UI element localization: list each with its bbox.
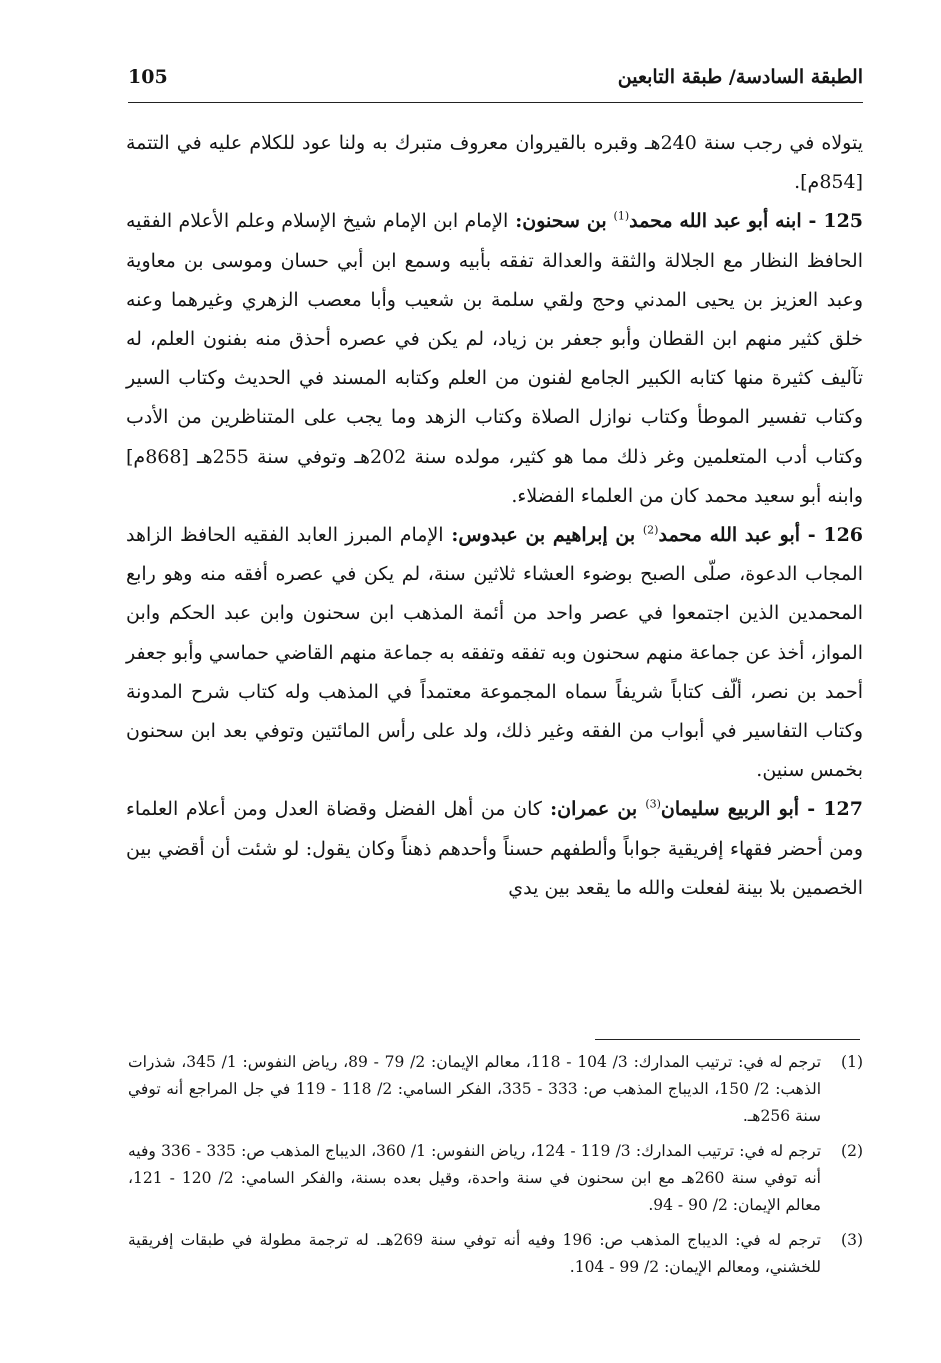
- page-header: [128, 62, 863, 103]
- entry-heading-tail: بن سحنون:: [508, 210, 614, 233]
- footnote-ref[interactable]: (1): [613, 210, 630, 224]
- footnote-number: (3): [841, 1231, 863, 1249]
- entry-paragraph: [126, 516, 863, 790]
- entry-heading: 126 - أبو عبد الله محمد: [658, 524, 864, 547]
- intro-paragraph: يتولاه في رجب سنة 240هـ وقبره بالقيروان معروف متبرك به ولنا عود للكلام عليه في التتمة [854م].: [126, 132, 863, 194]
- entry-text: الإمام ابن الإمام شيخ الإسلام وعلم الأعلام الفقيه الحافظ النظار مع الجلالة والثقة والعدالة تفقه بأبيه وسمع ابن أبي حسان وموسى بن معاوية وعبد العزيز بن يحيى المدني وحج ولقي سلمة بن شعيب وأبا معصب الزهري وغيرهما وعنه خلق كثير منهم ابن القطان وأبو جعفر بن زياد، لم يكن في عصره أحذق منه بفنون العلم، له تآليف كثيرة منها كتابه الكبير الجامع لفنون من العلم وكتابه المسند في الحديث وكتاب السير وكتاب تفسير الموطأ وكتاب نوازل الصلاة وكتاب الزهد وما يجب على المتناظرين من الأدب وكتاب أدب المتعلمين وغر ذلك مما هو كثير، مولده سنة 202هـ وتوفي سنة 255هـ [868م] وابنه أبو سعيد محمد كان من العلماء الفضلاء.: [126, 210, 863, 507]
- entry-heading-tail: بن إبراهيم بن عبدوس:: [443, 524, 643, 547]
- footnote: [128, 1227, 863, 1281]
- footnote-ref[interactable]: (3): [645, 798, 661, 812]
- entry-paragraph: [126, 202, 863, 516]
- footnote-number: (2): [841, 1142, 863, 1160]
- entry-text: كان من أهل الفضل وقضاة العدل ومن أعلام العلماء ومن أحضر فقهاء إفريقية جواباً وألطفهم حسناً وأحدهم ذهناً وكان يقول: لو شئت أن أقضي بين الخصمين بلا بينة لفعلت والله ما يقعد بين يدي: [126, 798, 863, 899]
- entry-text: الإمام المبرز العابد الفقيه الحافظ الزاهد المجاب الدعوة، صلّى الصبح بوضوء العشاء ثلاثين سنة، لم يكن في عصره أفقه منه وهو رابع المحمدين الذين اجتمعوا في عصر واحد من أئمة المذهب ابن سحنون وابن عبد الحكم وابن المواز، أخذ عن جماعة منهم سحنون وبه تفقه وتفقه به جماعة منهم القاضي حماسي وأبو جعفر أحمد بن نصر، ألّف كتاباً شريفاً سماه المجموعة معتمداً في المذهب وله كتاب شرح المدونة وكتاب التفاسير في أبواب من الفقه وغير ذلك، ولد على رأس المائتين وتوفي بعد ابن سحنون بخمس سنين.: [126, 524, 863, 782]
- footnote-divider: [595, 1039, 860, 1040]
- entry-heading: 127 - أبو الربيع سليمان: [660, 798, 863, 821]
- footnote: [128, 1049, 863, 1130]
- running-title: الطبقة السادسة/ طبقة التابعين: [617, 66, 863, 88]
- footnotes: [128, 1049, 863, 1289]
- page-number: 105: [128, 66, 168, 88]
- main-text: [126, 124, 863, 908]
- entry-heading-tail: بن عمران:: [541, 798, 646, 821]
- entry-heading: 125 - ابنه أبو عبد الله محمد: [629, 210, 864, 233]
- entry-paragraph: [126, 790, 863, 908]
- footnote-text: ترجم له في: الديباج المذهب ص: 196 وفيه أنه توفي سنة 269هـ. له ترجمة مطولة في طبقات إفريقية للخشني، ومعالم الإيمان: 2/ 99 - 104.: [128, 1231, 821, 1276]
- footnote-ref[interactable]: (2): [642, 523, 659, 537]
- footnote: [128, 1138, 863, 1219]
- footnote-text: ترجم له في: ترتيب المدارك: 3/ 104 - 118، معالم الإيمان: 2/ 79 - 89، رياض النفوس: 1/ 345، شذرات الذهب: 2/ 150، الديباج المذهب ص: 333 - 335، الفكر السامي: 2/ 118 - 119 في جل المراجع أنه توفي سنة 256هـ.: [128, 1053, 822, 1125]
- footnote-number: (1): [841, 1053, 863, 1071]
- footnote-text: ترجم له في: ترتيب المدارك: 3/ 119 - 124، رياض النفوس: 1/ 360، الديباج المذهب ص: 335 - 336 وفيه أنه توفي سنة 260هـ مع ابن سحنون في سنة واحدة، وقيل بعده بسنة، والفكر السامي: 2/ 120 - 121، معالم الإيمان: 2/ 90 - 94.: [128, 1142, 822, 1214]
